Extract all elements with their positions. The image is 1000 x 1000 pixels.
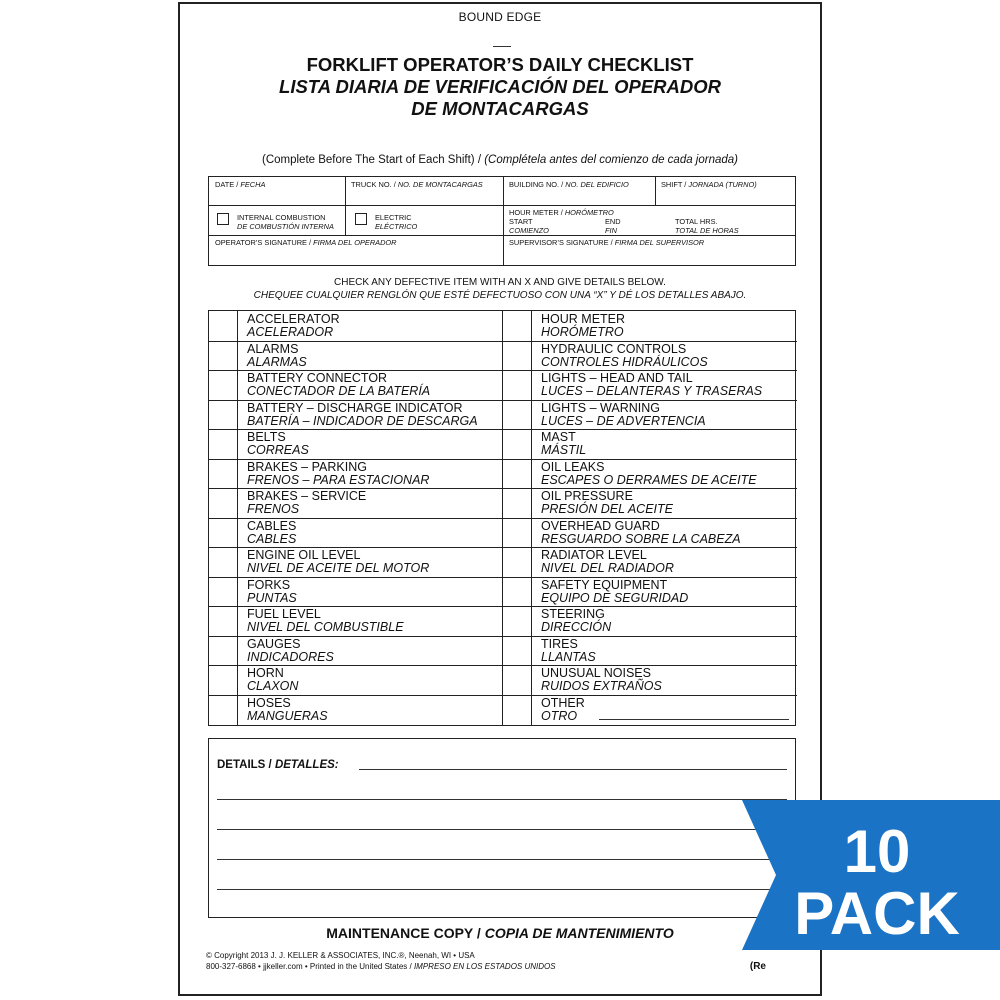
details-line[interactable]	[217, 859, 787, 860]
shift-field[interactable]	[661, 180, 757, 189]
operator-signature-field[interactable]	[215, 238, 397, 247]
truck-no-field[interactable]	[351, 180, 483, 189]
item-label-en: UNUSUAL NOISES	[541, 666, 651, 680]
item-label-es: NIVEL DEL COMBUSTIBLE	[247, 620, 404, 634]
operator-sig-en: OPERATOR’S SIGNATURE /	[215, 238, 314, 247]
hour-meter-en: HOUR METER /	[509, 208, 565, 217]
electric-checkbox[interactable]	[355, 213, 367, 225]
supervisor-signature-field[interactable]	[509, 238, 704, 247]
item-label-en: CABLES	[247, 518, 297, 533]
item-label-en: OVERHEAD GUARD	[541, 518, 660, 533]
item-label-en: BATTERY – DISCHARGE INDICATOR	[247, 400, 463, 415]
row-divider	[209, 665, 503, 666]
details-line[interactable]	[217, 829, 787, 830]
instructions-english: (Complete Before The Start of Each Shift) /	[261, 154, 485, 166]
item-label-en: OTHER	[541, 695, 585, 710]
badge-number: 10	[843, 818, 911, 885]
total-en: TOTAL HRS.	[675, 217, 718, 226]
end-field[interactable]	[605, 217, 621, 235]
row-divider	[209, 459, 503, 460]
row-divider	[209, 341, 503, 342]
details-label	[217, 759, 339, 771]
item-label-en: BRAKES – SERVICE	[247, 489, 367, 503]
total-hours-field[interactable]	[675, 217, 739, 235]
column-divider	[531, 311, 532, 725]
operator-sig-es: FIRMA DEL OPERADOR	[313, 238, 397, 247]
details-line[interactable]	[359, 769, 787, 770]
item-label-es: EQUIPO DE SEGURIDAD	[541, 590, 689, 605]
truck-label: TRUCK NO. /	[351, 180, 398, 189]
row-divider	[503, 665, 797, 666]
defect-check-cell[interactable]	[503, 695, 531, 725]
item-label-es: CONTROLES HIDRÁULICOS	[541, 354, 708, 369]
item-label-en: ACCELERATOR	[247, 312, 340, 326]
copyright-line-2	[206, 961, 556, 972]
date-label-es: FECHA	[240, 180, 266, 189]
item-label-en: MAST	[541, 430, 576, 444]
item-label-en: STEERING	[541, 607, 605, 621]
electric-label	[375, 213, 417, 231]
row-divider	[503, 606, 797, 607]
row-divider	[209, 636, 503, 637]
defect-check-cell[interactable]	[503, 459, 531, 489]
instructions	[180, 154, 820, 166]
item-label-en: LIGHTS – HEAD AND TAIL	[541, 371, 693, 385]
copyright-line-1: © Copyright 2013 J. J. KELLER & ASSOCIATES, INC.®, Neenah, WI • USA	[206, 951, 475, 960]
item-label-es: NIVEL DE ACEITE DEL MOTOR	[247, 561, 430, 575]
copyright-2-es: IMPRESO EN LOS ESTADOS UNIDOS	[413, 962, 556, 971]
hour-meter-label	[509, 208, 614, 217]
start-en: START	[509, 217, 533, 226]
item-label-en: TIRES	[541, 636, 578, 651]
item-label-es: CABLES	[247, 531, 297, 546]
start-es: COMIENZO	[509, 226, 549, 235]
item-label-es: CLAXON	[247, 679, 299, 693]
row-divider	[503, 370, 797, 371]
row-divider	[209, 370, 503, 371]
item-label-es: LUCES – DELANTERAS Y TRASERAS	[541, 384, 763, 398]
shift-label-es: JORNADA (TURNO)	[688, 180, 757, 189]
defect-check-cell[interactable]	[209, 488, 237, 518]
row-divider	[209, 488, 503, 489]
defect-check-cell[interactable]	[209, 665, 237, 695]
defect-check-cell[interactable]	[503, 577, 531, 607]
row-divider	[209, 577, 503, 578]
item-label-es: MÁSTIL	[541, 443, 587, 457]
maintenance-en: MAINTENANCE COPY /	[326, 925, 485, 941]
defect-check-cell[interactable]	[209, 577, 237, 607]
defect-check-cell[interactable]	[503, 606, 531, 636]
details-box	[208, 738, 796, 918]
details-line[interactable]	[217, 799, 787, 800]
item-label-en: RADIATOR LEVEL	[541, 548, 647, 562]
row-divider	[209, 606, 503, 607]
item-label-es: MANGUERAS	[247, 708, 328, 723]
row-divider	[503, 459, 797, 460]
defect-check-cell[interactable]	[209, 429, 237, 459]
ic-es: DE COMBUSTIÓN INTERNA	[237, 222, 334, 231]
row-divider	[209, 547, 503, 548]
defect-check-cell[interactable]	[503, 488, 531, 518]
item-label-es: HORÓMETRO	[541, 325, 624, 339]
item-label-es: DIRECCIÓN	[541, 620, 612, 634]
item-label-es: RUIDOS EXTRAÑOS	[541, 679, 662, 693]
supervisor-sig-es: FIRMA DEL SUPERVISOR	[614, 238, 705, 247]
maintenance-copy-label	[180, 925, 820, 941]
details-es: DETALLES:	[274, 759, 339, 771]
item-label-es: ESCAPES O DERRAMES DE ACEITE	[541, 472, 757, 487]
item-label-es: BATERÍA – INDICADOR DE DESCARGA	[247, 413, 478, 428]
item-label-es: FRENOS	[247, 502, 300, 516]
item-label-es: RESGUARDO SOBRE LA CABEZA	[541, 531, 741, 546]
item-label-es: NIVEL DEL RADIADOR	[541, 561, 674, 575]
date-field[interactable]	[215, 180, 265, 189]
instructions-spanish: (Complétela antes del comienzo de cada jornada)	[484, 154, 739, 166]
hour-meter-es: HORÓMETRO	[564, 208, 614, 217]
defect-check-cell[interactable]	[503, 636, 531, 666]
bound-edge-label: BOUND EDGE	[458, 10, 542, 24]
item-label-en: GAUGES	[247, 636, 301, 651]
item-label-en: ALARMS	[247, 341, 299, 356]
end-es: FIN	[605, 226, 617, 235]
defect-check-cell[interactable]	[209, 547, 237, 577]
total-es: TOTAL DE HORAS	[675, 226, 739, 235]
defect-check-cell[interactable]	[209, 400, 237, 430]
row-divider	[503, 695, 797, 696]
item-label-en: LIGHTS – WARNING	[541, 400, 660, 415]
row-divider	[503, 518, 797, 519]
defect-check-cell[interactable]	[503, 429, 531, 459]
revision-label: (Re	[749, 961, 766, 972]
item-label-es: INDICADORES	[247, 649, 334, 664]
item-label-en: HORN	[247, 666, 284, 680]
electric-es: ELÉCTRICO	[375, 222, 418, 231]
item-label-en: FUEL LEVEL	[247, 607, 321, 621]
item-label-en: OIL PRESSURE	[541, 489, 633, 503]
end-en: END	[605, 217, 621, 226]
title-spanish-line-1: LISTA DIARIA DE VERIFICACIÓN DEL OPERADOR	[279, 76, 721, 97]
checklist-grid	[208, 310, 796, 726]
building-no-field[interactable]	[509, 180, 629, 189]
defect-check-cell[interactable]	[209, 518, 237, 548]
ic-en: INTERNAL COMBUSTION	[237, 213, 326, 222]
defect-check-cell[interactable]	[503, 311, 531, 341]
row-divider	[209, 695, 503, 696]
row-divider	[209, 518, 503, 519]
defect-check-cell[interactable]	[209, 606, 237, 636]
column-divider	[237, 311, 238, 725]
supervisor-sig-en: SUPERVISOR’S SIGNATURE /	[509, 238, 615, 247]
details-en: DETAILS /	[217, 759, 275, 771]
details-line[interactable]	[217, 889, 787, 890]
item-label-en: BATTERY CONNECTOR	[247, 371, 388, 385]
truck-label-es: NO. DE MONTACARGAS	[397, 180, 483, 189]
row-divider	[503, 429, 797, 430]
item-label-es: LUCES – DE ADVERTENCIA	[541, 413, 706, 428]
item-label-en: BELTS	[247, 430, 286, 444]
item-label-es: PRESIÓN DEL ACEITE	[541, 502, 673, 516]
defect-check-cell[interactable]	[209, 370, 237, 400]
item-label-en: OIL LEAKS	[541, 459, 605, 474]
item-label-en: HOSES	[247, 695, 291, 710]
divider	[493, 46, 511, 47]
item-label-es: ACELERADOR	[247, 325, 334, 339]
badge-word: PACK	[794, 880, 960, 947]
defect-check-cell[interactable]	[209, 459, 237, 489]
item-label-en: FORKS	[247, 577, 291, 592]
column-divider	[502, 311, 503, 725]
title-english: FORKLIFT OPERATOR’S DAILY CHECKLIST	[306, 54, 694, 75]
defect-check-cell[interactable]	[503, 547, 531, 577]
defect-check-cell[interactable]	[209, 311, 237, 341]
date-label: DATE /	[215, 180, 241, 189]
building-label: BUILDING NO. /	[509, 180, 566, 189]
defect-check-cell[interactable]	[503, 665, 531, 695]
header-info-box	[208, 176, 796, 266]
start-field[interactable]	[509, 217, 549, 235]
item-label-en: HYDRAULIC CONTROLS	[541, 341, 687, 356]
item-label-es: CORREAS	[247, 443, 309, 457]
row-divider	[503, 488, 797, 489]
shift-label: SHIFT /	[661, 180, 689, 189]
other-write-in-line[interactable]	[599, 719, 789, 720]
defect-check-cell[interactable]	[503, 370, 531, 400]
item-label-es: FRENOS – PARA ESTACIONAR	[247, 472, 430, 487]
row-divider	[503, 341, 797, 342]
title-spanish-line-2: DE MONTACARGAS	[411, 98, 589, 119]
defect-check-cell[interactable]	[503, 400, 531, 430]
item-label-es: LLANTAS	[541, 649, 596, 664]
defect-check-cell[interactable]	[209, 341, 237, 371]
maintenance-es: COPIA DE MANTENIMIENTO	[484, 925, 674, 941]
defect-check-cell[interactable]	[503, 341, 531, 371]
item-label-en: BRAKES – PARKING	[247, 459, 367, 474]
row-divider	[503, 547, 797, 548]
item-label-en: SAFETY EQUIPMENT	[541, 577, 668, 592]
building-label-es: NO. DEL EDIFICIO	[565, 180, 629, 189]
internal-combustion-checkbox[interactable]	[217, 213, 229, 225]
checklist-form	[178, 2, 822, 996]
row-divider	[503, 400, 797, 401]
defect-check-cell[interactable]	[209, 695, 237, 725]
internal-combustion-label	[237, 213, 334, 231]
item-label-es: OTRO	[541, 708, 578, 723]
defect-check-cell[interactable]	[209, 636, 237, 666]
item-label-es: ALARMAS	[247, 354, 307, 369]
item-label-en: ENGINE OIL LEVEL	[247, 548, 361, 562]
check-instruction-english: CHECK ANY DEFECTIVE ITEM WITH AN X AND GIVE DETAILS BELOW.	[334, 277, 666, 288]
row-divider	[503, 577, 797, 578]
item-label-es: PUNTAS	[247, 590, 297, 605]
defect-check-cell[interactable]	[503, 518, 531, 548]
copyright-2-en: 800-327-6868 • jjkeller.com • Printed in the United States /	[206, 962, 414, 971]
item-label-en: HOUR METER	[541, 312, 626, 326]
check-instruction-spanish: CHEQUEE CUALQUIER RENGLÓN QUE ESTÉ DEFECTUOSO CON UNA “X” Y DÉ LOS DETALLES ABAJO.	[253, 290, 747, 301]
row-divider	[503, 636, 797, 637]
item-label-es: CONECTADOR DE LA BATERÍA	[247, 384, 431, 398]
row-divider	[209, 429, 503, 430]
row-divider	[209, 400, 503, 401]
electric-en: ELECTRIC	[375, 213, 412, 222]
